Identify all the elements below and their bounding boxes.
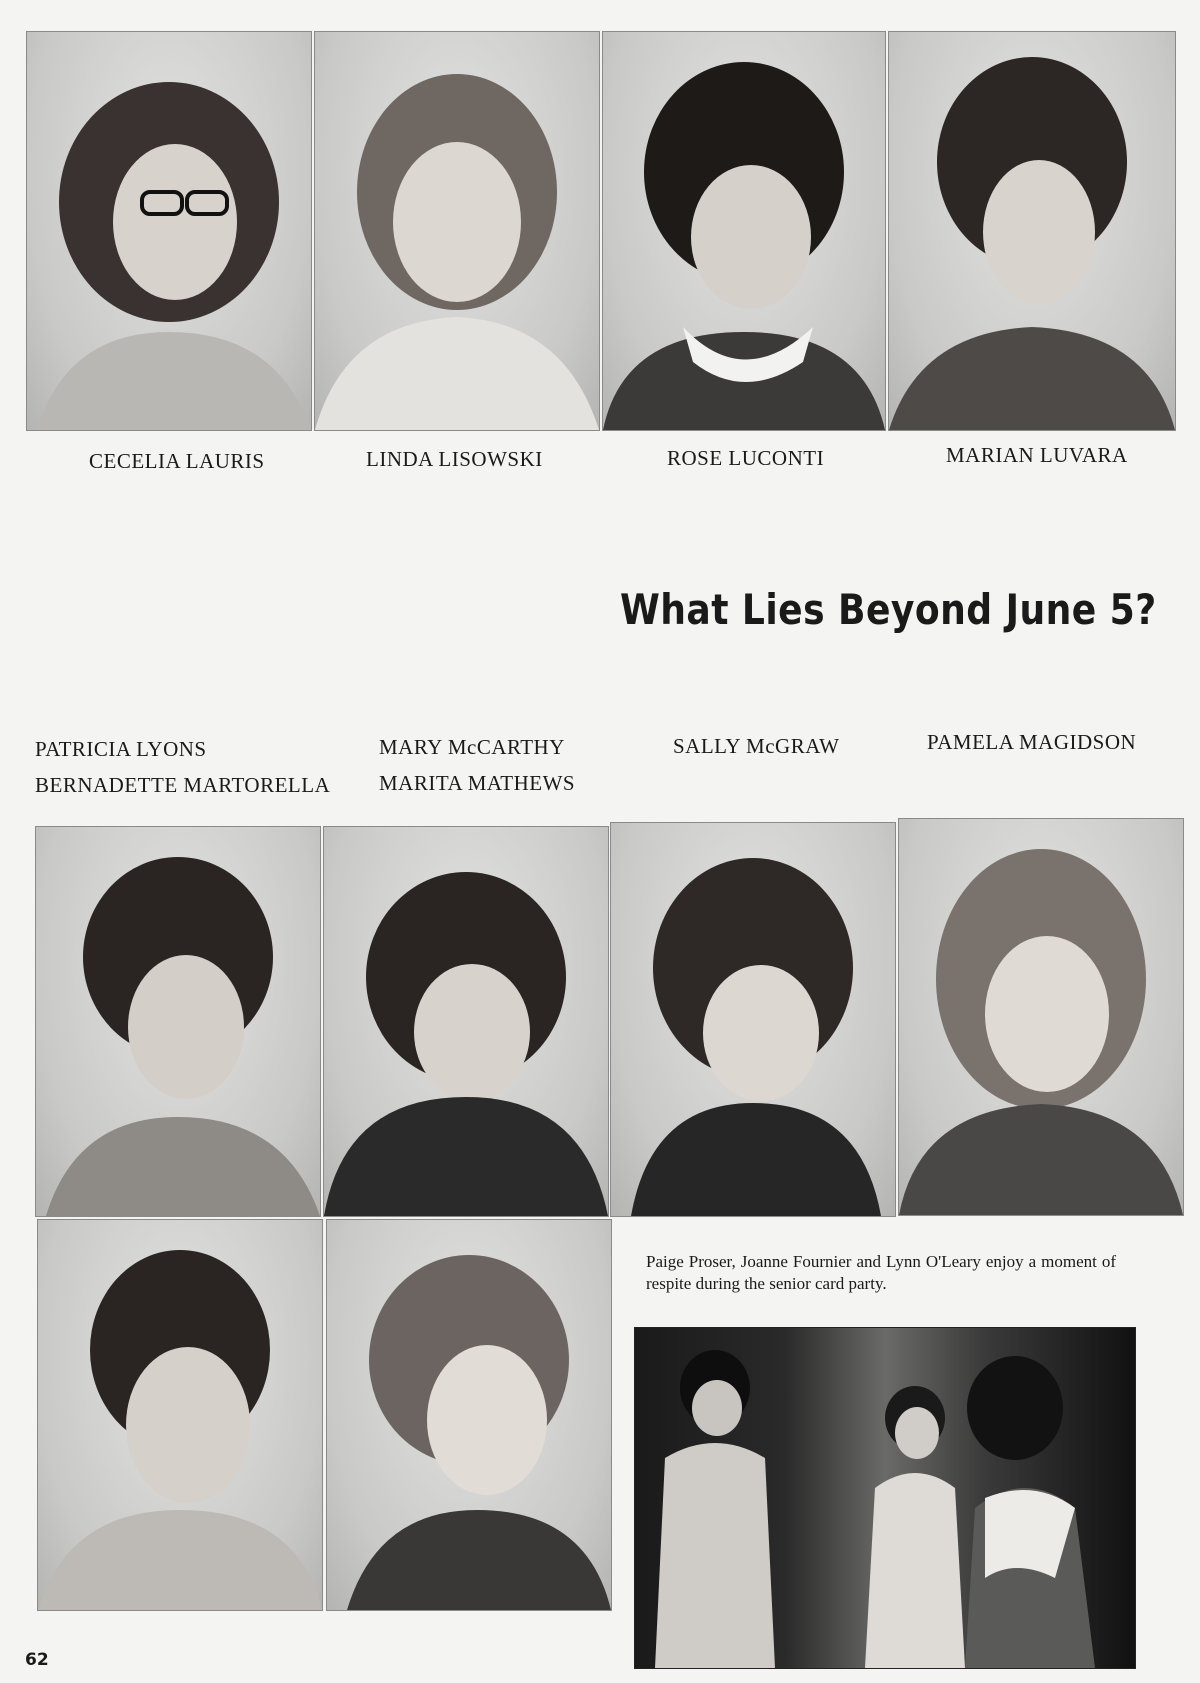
page-number: 62 bbox=[25, 1650, 49, 1670]
name-rose-luconti: ROSE LUCONTI bbox=[667, 446, 825, 470]
portrait-rose-luconti bbox=[602, 31, 886, 431]
name-marita-mathews: MARITA MATHEWS bbox=[379, 771, 576, 795]
portrait-linda-lisowski bbox=[314, 31, 600, 431]
portrait-pamela-magidson bbox=[898, 818, 1184, 1216]
portrait-marian-luvara bbox=[888, 31, 1176, 431]
name-linda-lisowski: LINDA LISOWSKI bbox=[366, 447, 543, 471]
candid-photo-card-party bbox=[634, 1327, 1136, 1669]
photo-caption: Paige Proser, Joanne Fournier and Lynn O'Leary enjoy a moment of respite during the senior card party. bbox=[646, 1252, 1116, 1293]
portrait-mary-mccarthy bbox=[323, 826, 609, 1217]
name-cecelia-lauris: CECELIA LAURIS bbox=[89, 449, 265, 473]
name-sally-mcgraw: SALLY McGRAW bbox=[673, 734, 840, 758]
portrait-sally-mcgraw bbox=[610, 822, 896, 1217]
name-pamela-magidson: PAMELA MAGIDSON bbox=[927, 730, 1137, 754]
portrait-bernadette-martorella bbox=[37, 1219, 323, 1611]
portrait-marita-mathews bbox=[326, 1219, 612, 1611]
name-mary-mccarthy: MARY McCARTHY bbox=[379, 735, 565, 759]
headline: What Lies Beyond June 5? bbox=[620, 585, 1157, 634]
portrait-cecelia-lauris bbox=[26, 31, 312, 431]
portrait-patricia-lyons bbox=[35, 826, 321, 1217]
name-patricia-lyons: PATRICIA LYONS bbox=[35, 737, 207, 761]
name-marian-luvara: MARIAN LUVARA bbox=[946, 443, 1128, 467]
name-bernadette-martorella: BERNADETTE MARTORELLA bbox=[35, 773, 331, 797]
